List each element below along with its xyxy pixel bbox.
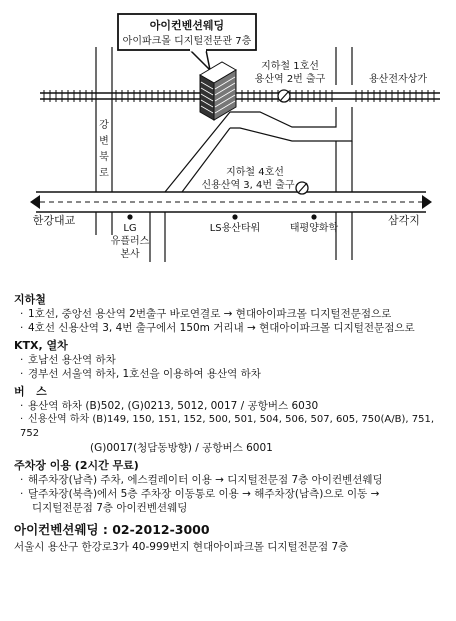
landmark-label: LG xyxy=(123,223,137,234)
section-title: KTX, 열차 xyxy=(14,339,68,352)
list-item: · 용산역 하차 (B)502, (G)0213, 5012, 0017 / 공항버스 6030 xyxy=(20,400,319,412)
list-item: · 해주차장(남측) 주차, 에스컬레이터 이용 → 디지털전문점 7층 아이컨벤션웨딩 xyxy=(20,474,383,486)
arrow-right-icon xyxy=(422,195,432,209)
section-title: 버 스 xyxy=(14,385,47,398)
contact-phone: 아이컨벤션웨딩 : 02-2012-3000 xyxy=(14,522,210,537)
list-item: · 신용산역 하차 (B)149, 150, 151, 152, 500, 501, 504, 506, 507, 605, 750(A/B), 751, 752 xyxy=(20,414,435,439)
station-label-yongsan-line1: 지하철 1호선 xyxy=(261,61,319,72)
wedding-hall-callout xyxy=(118,14,256,70)
section-bus xyxy=(14,385,450,455)
address: 서울시 용산구 한강로3가 40-999번지 현대아이파크몰 디지털전문점 7층 xyxy=(14,541,349,553)
building-icon xyxy=(200,62,236,120)
list-item: · 호남선 용산역 하차 xyxy=(20,354,116,366)
list-item-text: 호남선 용산역 하차 xyxy=(28,354,116,366)
label-samgakji: 삼각지 xyxy=(388,214,420,227)
section-subway xyxy=(14,293,450,335)
subway-icon xyxy=(296,182,308,194)
list-item: · 경부선 서울역 하차, 1호선을 이용하여 용산역 하차 xyxy=(20,368,261,380)
list-item-text: 신용산역 하차 (B)149, 150, 151, 152, 500, 501, 504, 506, 507, 605, 750(A/B), 751, 752 xyxy=(20,414,435,439)
station-label-sinyongsan-line1: 지하철 4호선 xyxy=(226,167,284,178)
list-item: · 1호선, 중앙선 용산역 2번출구 바로연결로 → 현대아이파크몰 디지털전문점으로 xyxy=(20,308,392,320)
callout-title: 아이컨벤션웨딩 xyxy=(149,19,225,32)
railway-line xyxy=(40,90,440,102)
arrow-left-icon xyxy=(30,195,40,209)
section-ktx xyxy=(14,339,450,381)
station-label-yongsan-line2: 용산역 2번 출구 xyxy=(254,74,326,85)
main-road xyxy=(30,192,432,212)
svg-text:강변북로: 강 변 북 로 xyxy=(99,120,109,179)
landmark-ls-tower xyxy=(210,214,261,234)
list-item-text: 해주차장(남측) 주차, 에스컬레이터 이용 → 디지털전문점 7층 아이컨벤션웨딩 xyxy=(28,474,383,486)
list-item-text: 1호선, 중앙선 용산역 2번출구 바로연결로 → 현대아이파크몰 디지털전문점으로 xyxy=(28,308,392,320)
list-item-continuation: 디지털전문점 7층 아이컨벤션웨딩 xyxy=(32,502,188,514)
subway-icon xyxy=(278,90,290,102)
middle-road xyxy=(150,212,165,262)
list-item: · 4호선 신용산역 3, 4번 출구에서 150m 거리내 → 현대아이파크몰 디지털전문점으로 xyxy=(20,322,415,334)
landmark-lg-uplus xyxy=(111,214,150,260)
location-map xyxy=(0,0,456,290)
list-item-continuation: (G)0017(청담동방향) / 공항버스 6001 xyxy=(90,442,273,454)
section-title: 지하철 xyxy=(14,293,46,306)
station-label-sinyongsan-line2: 신용산역 3, 4번 출구 xyxy=(201,180,295,191)
list-item: · 달주차장(북측)에서 5층 주차장 이동통로 이용 → 해주차장(남측)으로 이동 → xyxy=(20,488,380,500)
label-hangang-bridge: 한강대교 xyxy=(32,214,76,227)
list-item-text: 경부선 서울역 하차, 1호선을 이용하여 용산역 하차 xyxy=(28,368,261,380)
landmark-label: 태평양화학 xyxy=(289,223,339,234)
list-item-text: 4호선 신용산역 3, 4번 출구에서 150m 거리내 → 현대아이파크몰 디지털전문점으로 xyxy=(28,322,415,334)
section-parking xyxy=(14,459,450,515)
landmark-label: LS용산타워 xyxy=(209,223,261,234)
callout-subtitle: 아이파크몰 디지털전문관 7층 xyxy=(122,36,252,47)
landmark-label: 본사 xyxy=(120,249,140,260)
list-item-text: 달주차장(북측)에서 5층 주차장 이동통로 이용 → 해주차장(남측)으로 이동 → xyxy=(28,488,380,500)
directions-panel xyxy=(14,290,450,554)
section-title: 주차장 이용 (2시간 무료) xyxy=(14,459,139,472)
landmark-label: 유플러스 xyxy=(110,236,150,247)
right-road xyxy=(336,141,352,260)
label-yongsan-electronics: 용산전자상가 xyxy=(369,74,427,85)
list-item-text: 용산역 하차 (B)502, (G)0213, 5012, 0017 / 공항버스 6030 xyxy=(28,400,319,412)
landmark-pacific-chem xyxy=(290,214,339,234)
road-label-gangbyeon xyxy=(99,118,109,179)
